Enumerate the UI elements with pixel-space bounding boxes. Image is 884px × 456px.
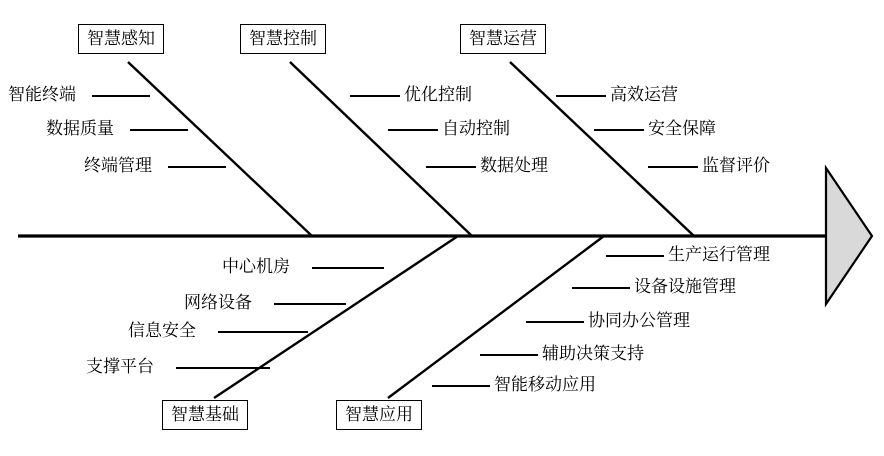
cause-label-application-5: 智能移动应用 <box>494 375 596 394</box>
cause-label-operation-2: 安全保障 <box>648 119 716 138</box>
cause-label-application-4: 辅助决策支持 <box>542 344 644 363</box>
cause-label-foundation-2: 网络设备 <box>184 293 252 312</box>
cause-label-foundation-3: 信息安全 <box>128 321 196 340</box>
category-box-operation[interactable]: 智慧运营 <box>460 24 546 54</box>
cause-label-foundation-4: 支撑平台 <box>86 357 154 376</box>
cause-label-perception-2: 数据质量 <box>46 119 114 138</box>
cause-label-control-3: 数据处理 <box>480 156 548 175</box>
spine-arrow-head <box>826 168 872 304</box>
spine-group <box>18 168 872 304</box>
cause-label-perception-1: 智能终端 <box>8 85 76 104</box>
cause-label-operation-1: 高效运营 <box>610 85 678 104</box>
branch-perception <box>128 62 312 236</box>
cause-label-perception-3: 终端管理 <box>84 156 152 175</box>
cause-ticks <box>92 96 698 386</box>
cause-label-application-1: 生产运行管理 <box>668 245 770 264</box>
category-box-application[interactable]: 智慧应用 <box>336 400 422 430</box>
category-box-perception[interactable]: 智慧感知 <box>78 24 164 54</box>
cause-label-control-2: 自动控制 <box>442 119 510 138</box>
cause-label-foundation-1: 中心机房 <box>222 257 290 276</box>
category-box-foundation[interactable]: 智慧基础 <box>162 400 248 430</box>
category-box-control[interactable]: 智慧控制 <box>240 24 326 54</box>
cause-label-application-3: 协同办公管理 <box>588 311 690 330</box>
cause-label-application-2: 设备设施管理 <box>634 277 736 296</box>
cause-label-operation-3: 监督评价 <box>702 156 770 175</box>
cause-label-control-1: 优化控制 <box>404 85 472 104</box>
